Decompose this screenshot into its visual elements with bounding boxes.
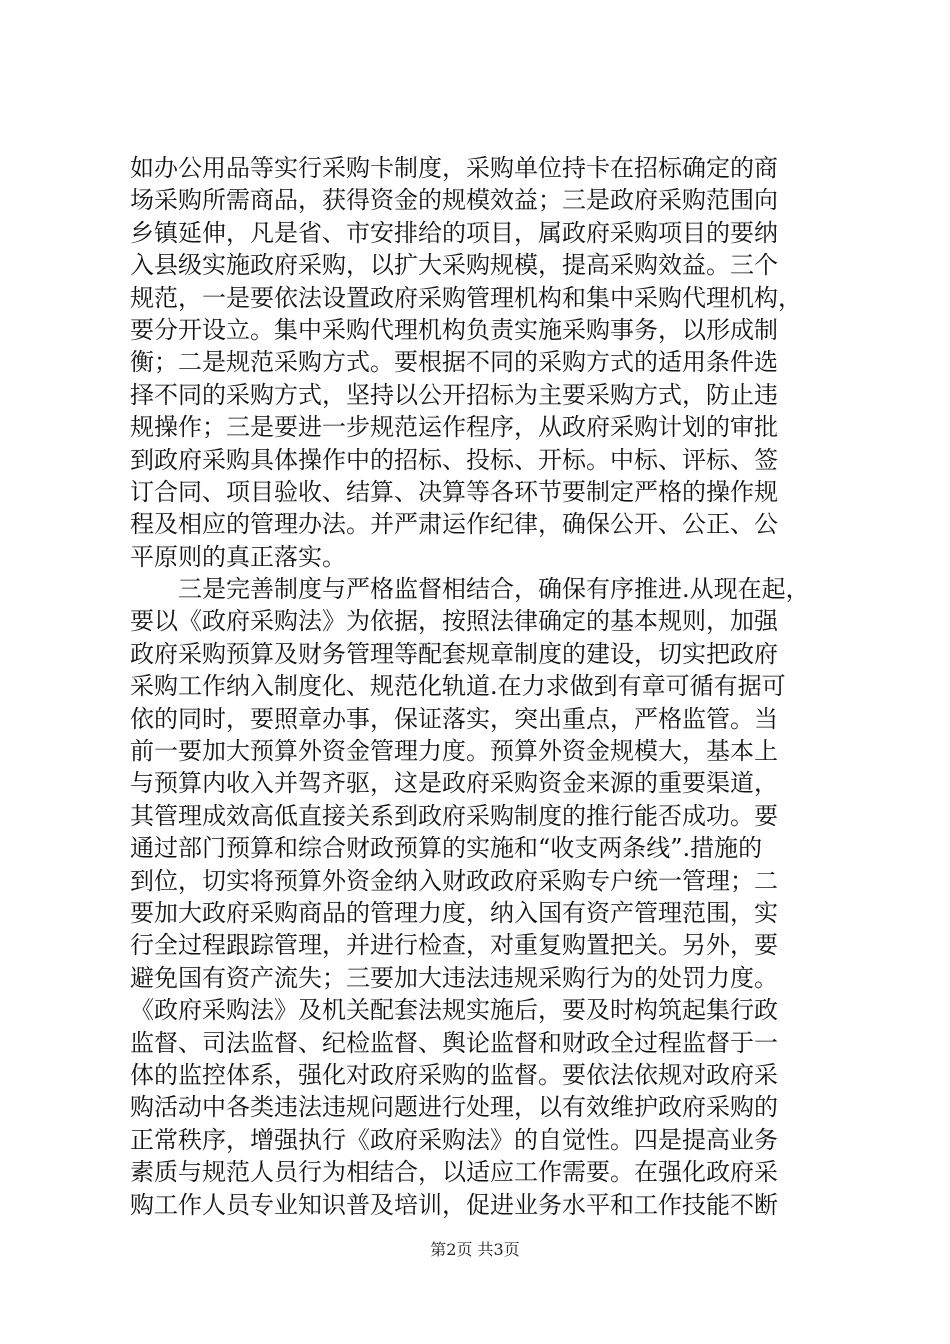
text-line: 避免国有资产流失；三要加大违法违规采购行为的处罚力度。 [130, 963, 778, 992]
text-line: 规操作；三是要进一步规范运作程序，从政府采购计划的审批 [130, 413, 778, 442]
text-line: 通过部门预算和综合财政预算的实施和“收支两条线”.措施的 [130, 834, 763, 863]
text-line: 正常秩序，增强执行《政府采购法》的自觉性。四是提高业务 [130, 1125, 778, 1154]
text-line: 依的同时，要照章办事，保证落实，突出重点，严格监管。当 [130, 704, 778, 733]
text-line: 规范，一是要依法设置政府采购管理机构和集中采购代理机构， [130, 283, 802, 312]
text-line: 入县级实施政府采购，以扩大采购规模，提高采购效益。三个 [130, 251, 778, 280]
text-line: 平原则的真正落实。 [130, 542, 346, 571]
text-line: 程及相应的管理办法。并严肃运作纪律，确保公开、公正、公 [130, 510, 778, 539]
text-line: 乡镇延伸，凡是省、市安排给的项目，属政府采购项目的要纳 [130, 218, 778, 247]
text-line: 三是完善制度与严格监督相结合，确保有序推进.从现在起， [130, 575, 810, 604]
text-line: 前一要加大预算外资金管理力度。预算外资金规模大，基本上 [130, 737, 778, 766]
text-line: 订合同、项目验收、结算、决算等各环节要制定严格的操作规 [130, 477, 778, 506]
text-line: 如办公用品等实行采购卡制度，采购单位持卡在招标确定的商 [130, 154, 778, 182]
text-line: 场采购所需商品，获得资金的规模效益；三是政府采购范围向 [130, 186, 778, 215]
text-line: 采购工作纳入制度化、规范化轨道.在力求做到有章可循有据可 [130, 672, 786, 701]
text-line: 到政府采购具体操作中的招标、投标、开标。中标、评标、签 [130, 445, 778, 474]
text-line: 购活动中各类违法违规问题进行处理，以有效维护政府采购的 [130, 1093, 778, 1122]
page-number-footer: 第2页 共3页 [430, 1240, 520, 1259]
text-line: 到位，切实将预算外资金纳入财政政府采购专户统一管理；二 [130, 866, 778, 895]
text-line: 要以《政府采购法》为依据，按照法律确定的基本规则，加强 [130, 607, 778, 636]
text-line: 要加大政府采购商品的管理力度，纳入国有资产管理范围，实 [130, 898, 778, 927]
text-line: 行全过程跟踪管理，并进行检查，对重复购置把关。另外，要 [130, 931, 778, 960]
text-line: 体的监控体系，强化对政府采购的监督。要依法依规对政府采 [130, 1060, 778, 1089]
text-line: 与预算内收入并驾齐驱，这是政府采购资金来源的重要渠道， [130, 769, 778, 798]
text-line: 素质与规范人员行为相结合，以适应工作需要。在强化政府采 [130, 1158, 778, 1187]
text-line: 要分开设立。集中采购代理机构负责实施采购事务，以形成制 [130, 315, 778, 344]
text-line: 政府采购预算及财务管理等配套规章制度的建设，切实把政府 [130, 639, 778, 668]
text-line: 其管理成效高低直接关系到政府采购制度的推行能否成功。要 [130, 801, 778, 830]
text-line: 择不同的采购方式，坚持以公开招标为主要采购方式，防止违 [130, 380, 778, 409]
text-line: 购工作人员专业知识普及培训，促进业务水平和工作技能不断 [130, 1190, 778, 1219]
text-line: 监督、司法监督、纪检监督、舆论监督和财政全过程监督于一 [130, 1028, 778, 1057]
body-text [130, 152, 830, 1221]
text-line: 《政府采购法》及机关配套法规实施后，要及时构筑起集行政 [130, 996, 778, 1025]
text-line: 衡；二是规范采购方式。要根据不同的采购方式的适用条件选 [130, 348, 778, 377]
